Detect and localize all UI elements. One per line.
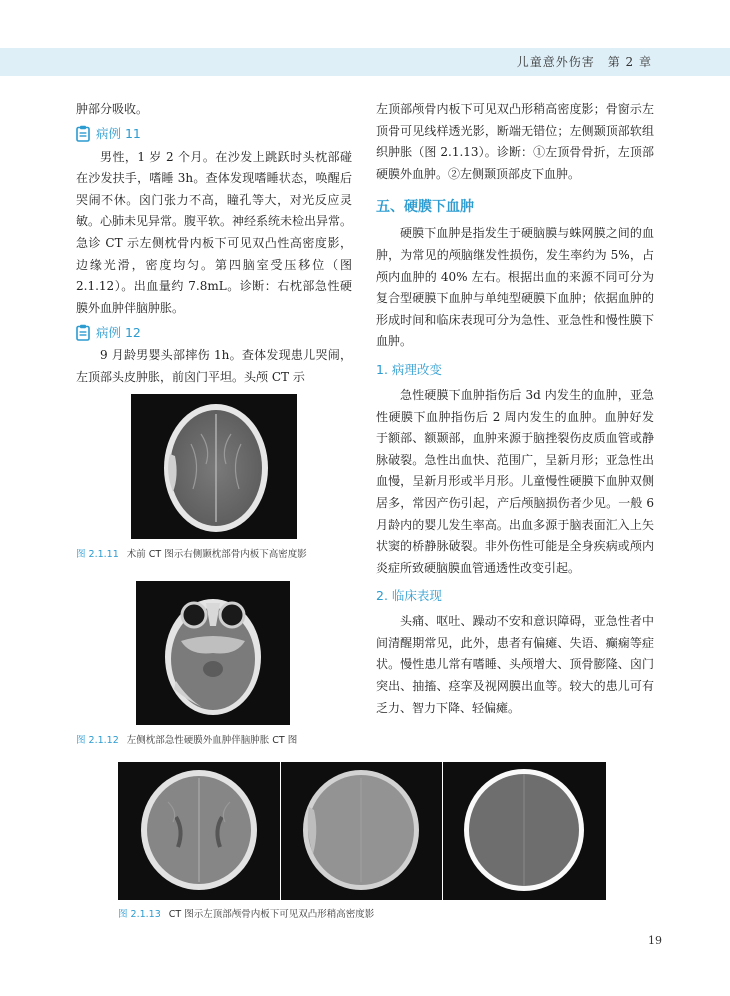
clipboard-icon — [76, 324, 90, 341]
figure-number: 图 2.1.11 — [76, 549, 119, 560]
case-title: 病例 11 — [96, 125, 141, 141]
paragraph: 肿部分吸收。 — [76, 102, 149, 116]
running-title: 儿童意外伤害 第 2 章 — [516, 55, 652, 69]
paragraph: 左顶部颅骨内板下可见双凸形稍高密度影；骨窗示左顶骨可见线样透光影，断端无错位；左侧颞顶部软组织肿胀（图 2.1.13）。诊断：①左顶骨骨折，左顶部硬膜外血肿。②左侧颞顶部皮下血肿。 — [376, 102, 654, 181]
clipboard-icon — [76, 125, 90, 142]
case-title: 病例 12 — [96, 324, 141, 340]
figure-number: 图 2.1.13 — [118, 909, 161, 920]
case-heading-12 — [76, 321, 352, 343]
figure-number: 图 2.1.12 — [76, 735, 119, 746]
paragraph: 头痛、呕吐、躁动不安和意识障碍，亚急性者中间清醒期常见，此外，患者有偏瘫、失语、癫痫等症状。慢性患儿常有嗜睡、头颅增大、顶骨膨隆、囟门突出、抽搐、痉挛及视网膜出血等。较大的患儿可有乏力、智力下降、轻偏瘫。 — [376, 614, 654, 715]
subsection-heading: 1. 病理改变 — [376, 361, 442, 377]
paragraph: 9 月龄男婴头部摔伤 1h。查体发现患儿哭闹，左顶部头皮肿胀，前囟门平坦。头颅 CT 示 — [76, 348, 352, 384]
case-heading-11 — [76, 123, 352, 145]
caption-text: 左侧枕部急性硬膜外血肿伴脑肿胀 CT 图 — [126, 735, 298, 746]
figure-caption — [118, 906, 374, 920]
ct-image-fig-2-1-13-c — [443, 762, 606, 900]
right-column — [376, 99, 654, 719]
section-heading: 五、硬膜下血肿 — [376, 199, 474, 216]
caption-text: 术前 CT 图示右侧颞枕部骨内板下高密度影 — [126, 549, 307, 560]
ct-image-fig-2-1-12 — [136, 581, 290, 725]
figure-caption — [76, 546, 307, 560]
figure-caption — [76, 732, 297, 746]
left-column — [76, 99, 352, 389]
caption-text: CT 图示左顶部颅骨内板下可见双凸形稍高密度影 — [168, 909, 375, 920]
ct-image-fig-2-1-11 — [131, 394, 297, 539]
ct-image-fig-2-1-13-a — [118, 762, 280, 900]
paragraph: 男性，1 岁 2 个月。在沙发上跳跃时头枕部碰在沙发扶手，嗜睡 3h。查体发现嗜睡状态，唤醒后哭闹不休。囟门张力不高，瞳孔等大，对光反应灵敏。心肺未见异常。腹平软。神经系统未检出异常。急诊 CT 示左侧枕骨内板下可见双凸性高密度影，边缘光滑，密度均匀。第四脑室受压移位（图 2.1.12）。出血量约 7.8mL。诊断：右枕部急性硬膜外血肿伴脑肿胀。 — [76, 149, 353, 315]
subsection-heading: 2. 临床表现 — [376, 588, 442, 604]
paragraph: 急性硬膜下血肿指伤后 3d 内发生的血肿，亚急性硬膜下血肿指伤后 2 周内发生的血肿。血肿好发于额部、额颞部，血肿来源于脑挫裂伤皮质血管或静脉破裂。急性出血快、范围广，呈新月形；亚急性出血慢，呈新月形或半月形。儿童慢性硬膜下血肿双侧居多，常因产伤引起，产后颅脑损伤者少见。一般 6 月龄内的婴儿发生率高。出血多源于脑表面汇入上矢状窦的桥静脉破裂。非外伤性可能是全身疾病或颅内炎症所致硬脑膜血管通透性改变引起。 — [376, 387, 654, 575]
page-number: 19 — [648, 934, 662, 947]
paragraph: 硬膜下血肿是指发生于硬脑膜与蛛网膜之间的血肿，为常见的颅脑继发性损伤，发生率约为 5%，占颅内血肿的 40% 左右。根据出血的来源不同可分为复合型硬膜下血肿与单纯型硬膜下血肿；依据血肿的形成时间和临床表现可分为急性、亚急性和慢性膜下血肿。 — [376, 226, 654, 349]
ct-image-fig-2-1-13-b — [281, 762, 442, 900]
